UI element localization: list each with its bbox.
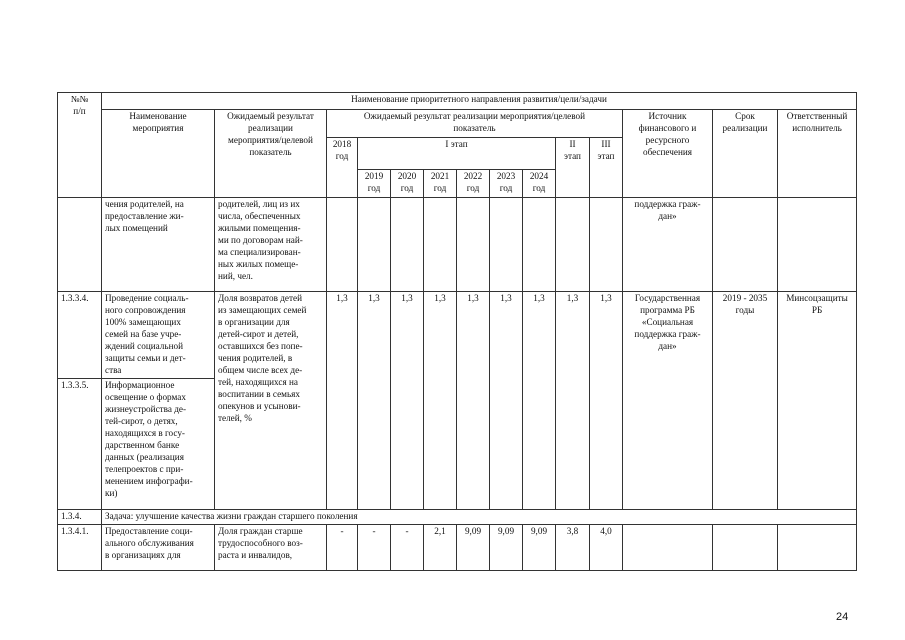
table-row-1-3-4-1 — [58, 525, 857, 571]
cell-source: поддержка граж- дан» — [623, 198, 713, 292]
cell-value-2024: 1,3 — [523, 292, 556, 510]
cell-value — [490, 198, 523, 292]
cell-value — [358, 198, 391, 292]
cell-value — [391, 198, 424, 292]
cell-value-2030: 1,3 — [556, 292, 590, 510]
header-stage-2: II этап — [556, 138, 590, 198]
cell-value-2023: 9,09 — [490, 525, 523, 571]
header-year: 2024 год — [523, 170, 556, 198]
cell-value-2019: - — [358, 525, 391, 571]
header-source: Источник финансового и ресурсного обеспечения — [623, 110, 713, 198]
header-stage-1: I этап — [358, 138, 556, 170]
cell-result: Доля возвратов детей из замещающих семей в организации для детей-сирот и детей, оставшихся без попе- чения родителей, в общем числе всех де- тей, находящихся на воспитании в семьях опекунов и усынови- телей, % — [215, 292, 327, 510]
header-year: 2023 год — [490, 170, 523, 198]
cell-value-2020: - — [391, 525, 424, 571]
cell-value-2035: 4,0 — [590, 525, 623, 571]
cell-num: 1.3.3.5. — [58, 379, 102, 510]
cell-event: чения родителей, на предоставление жи- лых помещений — [102, 198, 215, 292]
cell-source — [623, 525, 713, 571]
cell-value — [424, 198, 457, 292]
page-number: 24 — [836, 611, 849, 623]
table-row-1-3-4 — [58, 510, 857, 525]
cell-term — [713, 198, 778, 292]
cell-value-2035: 1,3 — [590, 292, 623, 510]
task-title: Задача: улучшение качества жизни граждан старшего поколения — [102, 510, 857, 525]
cell-num: 1.3.4. — [58, 510, 102, 525]
cell-value-2024: 9,09 — [523, 525, 556, 571]
cell-value — [327, 198, 358, 292]
cell-value-2023: 1,3 — [490, 292, 523, 510]
cell-event: Проведение социаль- ного сопровождения 100% замещающих семей на базе учре- ждений социальной защиты семьи и дет- ства — [102, 292, 215, 379]
header-num: №№ п/п — [58, 93, 102, 198]
header-year: 2019 год — [358, 170, 391, 198]
header-event-name: Наименование мероприятия — [102, 110, 215, 198]
header-year: 2020 год — [391, 170, 424, 198]
cell-executor: Минсоцзащиты РБ — [778, 292, 857, 510]
header-expected-result: Ожидаемый результат реализации мероприятия/целевой показатель — [215, 110, 327, 198]
cell-num: 1.3.4.1. — [58, 525, 102, 571]
cell-value-2021: 1,3 — [424, 292, 457, 510]
cell-event: Предоставление соци- ального обслуживания в организациях для — [102, 525, 215, 571]
cell-value-2022: 9,09 — [457, 525, 490, 571]
cell-value-2019: 1,3 — [358, 292, 391, 510]
cell-value-2021: 2,1 — [424, 525, 457, 571]
header-row-1 — [58, 93, 857, 110]
header-year: 2021 год — [424, 170, 457, 198]
cell-num: 1.3.3.4. — [58, 292, 102, 379]
cell-value-2030: 3,8 — [556, 525, 590, 571]
header-executor: Ответственный исполнитель — [778, 110, 857, 198]
cell-value-2020: 1,3 — [391, 292, 424, 510]
cell-value-2022: 1,3 — [457, 292, 490, 510]
cell-value-2018: 1,3 — [327, 292, 358, 510]
cell-value — [590, 198, 623, 292]
cell-num — [58, 198, 102, 292]
program-table — [57, 92, 857, 571]
header-year-2018: 2018 год — [327, 138, 358, 198]
cell-value — [556, 198, 590, 292]
header-row-2 — [58, 110, 857, 138]
cell-result: родителей, лиц из их числа, обеспеченных жилыми помещения- ми по договорам най- ма специализирован- ных жилых помеще- ний, чел. — [215, 198, 327, 292]
table-row-continuation — [58, 198, 857, 292]
cell-executor — [778, 525, 857, 571]
cell-value-2018: - — [327, 525, 358, 571]
cell-source: Государственная программа РБ «Социальная поддержка граж- дан» — [623, 292, 713, 510]
header-stage-3: III этап — [590, 138, 623, 198]
header-expected-group: Ожидаемый результат реализации мероприятия/целевой показатель — [327, 110, 623, 138]
cell-executor — [778, 198, 857, 292]
cell-result: Доля граждан старше трудоспособного воз- раста и инвалидов, — [215, 525, 327, 571]
header-year: 2022 год — [457, 170, 490, 198]
cell-event: Информационное освещение о формах жизнеустройства де- тей-сирот, о детях, находящихся в госу- дарственном банке данных (реализация телепроектов с при- менением инфографи- ки) — [102, 379, 215, 510]
header-direction: Наименование приоритетного направления развития/цели/задачи — [102, 93, 857, 110]
cell-value — [457, 198, 490, 292]
cell-term — [713, 525, 778, 571]
table-row-1-3-3-4 — [58, 292, 857, 379]
cell-term: 2019 - 2035 годы — [713, 292, 778, 510]
header-term: Срок реализации — [713, 110, 778, 198]
cell-value — [523, 198, 556, 292]
